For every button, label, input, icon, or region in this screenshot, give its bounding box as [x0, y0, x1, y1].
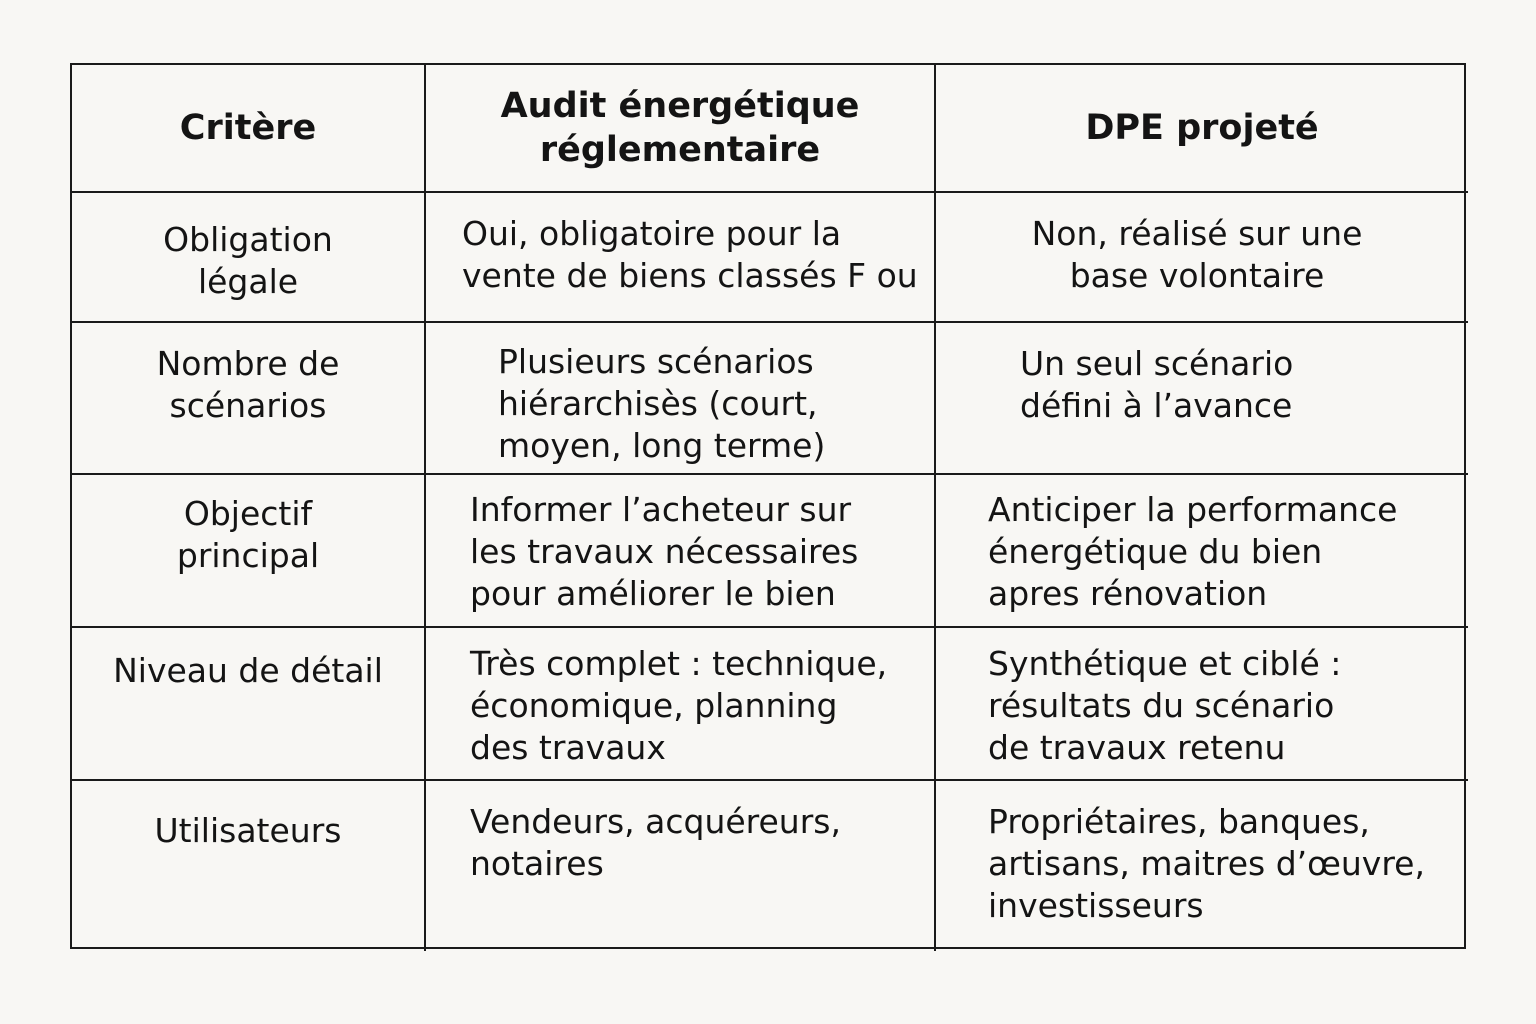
criterion-objective: Objectif principal [72, 475, 426, 628]
audit-objective: Informer l’acheteur sur les travaux nécessaires pour améliorer le bien [426, 475, 936, 628]
audit-obligation: Oui, obligatoire pour la vente de biens classés F ou [426, 193, 936, 323]
audit-scenarios: Plusieurs scénarios hiérarchisès (court, moyen, long terme) [426, 323, 936, 475]
audit-users: Vendeurs, acquéreurs, notaires [426, 781, 936, 951]
comparison-table [70, 63, 1466, 949]
criterion-users: Utilisateurs [72, 781, 426, 951]
criterion-obligation: Obligation légale [72, 193, 426, 323]
criterion-detail: Niveau de détail [72, 628, 426, 781]
dpe-users: Propriétaires, banques, artisans, maitres d’œuvre, investisseurs [988, 802, 1425, 925]
criterion-scenarios: Nombre de scénarios [72, 323, 426, 475]
audit-detail: Très complet : technique, économique, planning des travaux [426, 628, 936, 781]
dpe-scenarios: Un seul scénario défini à l’avance [936, 323, 1468, 475]
dpe-detail: Synthétique et ciblé : résultats du scénario de travaux retenu [936, 628, 1468, 781]
header-criterion: Critère [72, 65, 426, 193]
dpe-obligation: Non, réalisé sur une base volontaire [936, 193, 1468, 323]
dpe-objective: Anticiper la performance énergétique du bien apres rénovation [936, 475, 1468, 628]
header-dpe: DPE projeté [936, 65, 1468, 193]
header-audit: Audit énergétique réglementaire [426, 65, 936, 193]
